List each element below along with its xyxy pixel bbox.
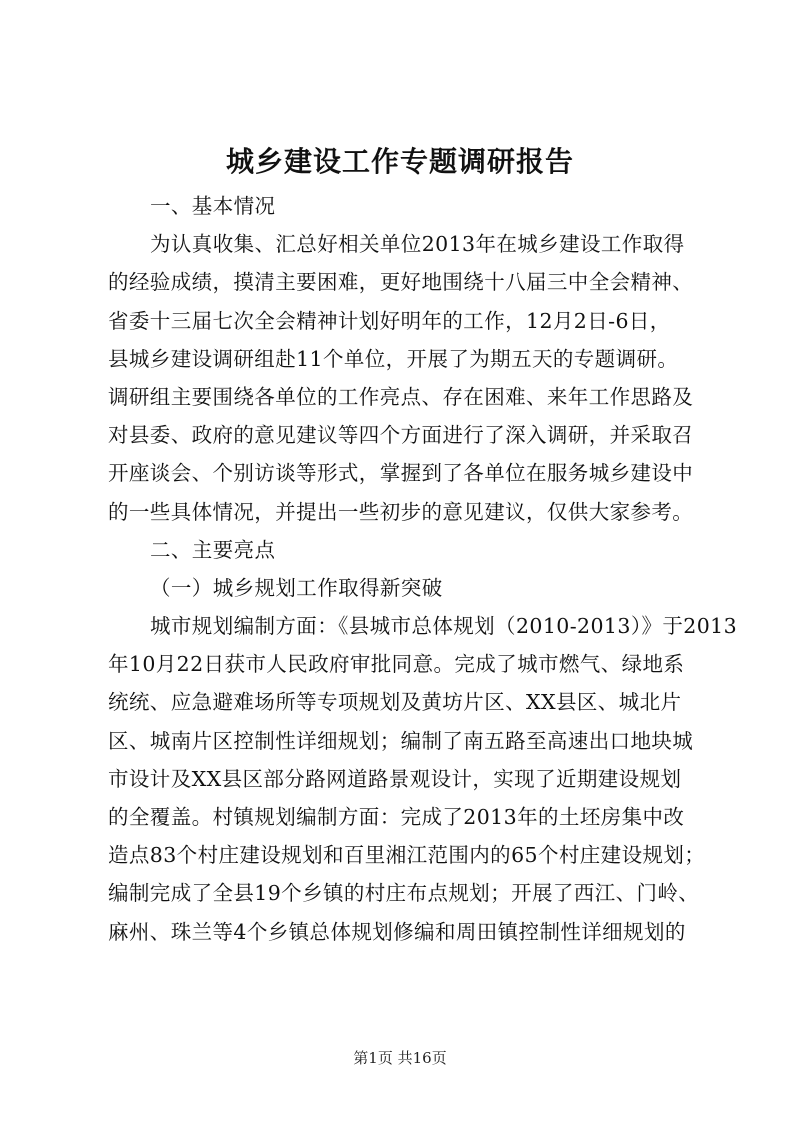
- paragraph-line: 省委十三届七次全会精神计划好明年的工作，12月2日-6日，: [108, 308, 671, 333]
- paragraph-line: 的全覆盖。村镇规划编制方面：完成了2013年的土坯房集中改: [108, 805, 685, 829]
- paragraph-line: 统统、应急避难场所等专项规划及黄坊片区、XX县区、城北片: [108, 690, 682, 715]
- section-heading-main-highlights: 二、主要亮点: [150, 537, 276, 562]
- page-number-footer: 第1页 共16页: [353, 1049, 447, 1067]
- paragraph-line: 为认真收集、汇总好相关单位2013年在城乡建设工作取得: [150, 232, 685, 257]
- paragraph-line: 调研组主要围绕各单位的工作亮点、存在困难、来年工作思路及: [108, 384, 694, 409]
- paragraph-line: 造点83个村庄建设规划和百里湘江范围内的65个村庄建设规划；: [108, 843, 706, 868]
- paragraph-line: 开座谈会、个别访谈等形式，掌握到了各单位在服务城乡建设中: [108, 461, 694, 486]
- paragraph-line: 县城乡建设调研组赴11个单位，开展了为期五天的专题调研。: [108, 346, 679, 371]
- paragraph-line: 麻州、珠兰等4个乡镇总体规划修编和周田镇控制性详细规划的: [108, 919, 686, 944]
- paragraph-line: 市设计及XX县区部分路网道路景观设计，实现了近期建设规划: [108, 766, 682, 791]
- paragraph-line: 城市规划编制方面：《县城市总体规划（2010-2013）》于2013: [150, 614, 738, 639]
- section-heading-basic-situation: 一、基本情况: [150, 194, 276, 218]
- document-body: [108, 187, 738, 951]
- paragraph-line: 年10月22日获市人民政府审批同意。完成了城市燃气、绿地系: [108, 652, 685, 677]
- paragraph-line: 编制完成了全县19个乡镇的村庄布点规划；开展了西江、门岭、: [108, 881, 700, 906]
- paragraph-line: 的经验成绩，摸清主要困难，更好地围绕十八届三中全会精神、: [108, 270, 694, 295]
- subsection-heading-urban-rural-planning: （一）城乡规划工作取得新突破: [150, 575, 443, 600]
- paragraph-line: 对县委、政府的意见建议等四个方面进行了深入调研，并采取召: [108, 423, 694, 448]
- paragraph-line: 的一些具体情况，并提出一些初步的意见建议，仅供大家参考。: [108, 499, 694, 524]
- paragraph-line: 区、城南片区控制性详细规划；编制了南五路至高速出口地块城: [108, 728, 694, 753]
- document-title: 城乡建设工作专题调研报告: [225, 145, 574, 178]
